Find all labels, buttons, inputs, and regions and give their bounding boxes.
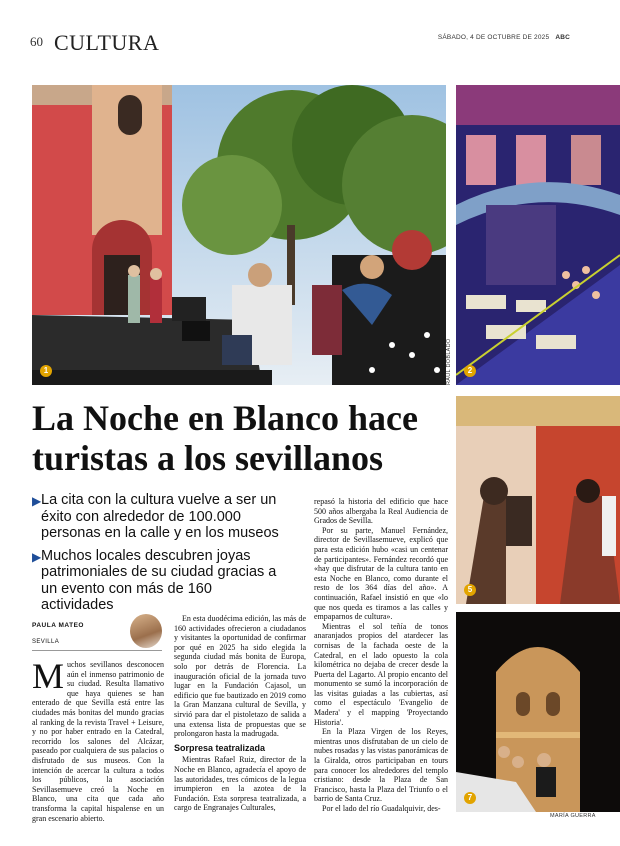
article-column-3 xyxy=(314,497,448,814)
headline-line-1: La Noche en Blanco hace xyxy=(32,398,418,438)
courtyard-illustration xyxy=(456,85,620,385)
body-paragraph: Por el lado del río Guadalquivir, des- xyxy=(322,804,441,813)
author-name: PAULA MATEO xyxy=(32,622,84,629)
photo-night-courtyard xyxy=(456,85,620,385)
body-paragraph: Mientras el sol teñía de tonos anaranjados propios del atardecer las cornisas de la fachada oeste de la Catedral, en el lado opuesto la cola kilométrica no dejaba de crecer desde la Puerta del Lagarto. Al propio encanto del monumento se sumó la incorporación de las visitas guiadas a las cubiertas, así como el espectáculo 'Evangelio de Madera' y el mapping 'Proyectando Historia'. xyxy=(314,621,448,727)
article-column-2 xyxy=(174,614,306,813)
divider xyxy=(32,650,162,651)
paragraph-text: uchos sevillanos desconocen aún el inmenso patrimonio de su ciudad. Resulta llamativo que haya quienes se han enterado de que Sevilla está entre las ciudades más bonitas del mundo gracias al ranking de la revista Travel + Leisure, y no por haber entrado en la Catedral, recorrido los salones del Alcázar, paseado por cualquiera de sus palacios o disfrutado de sus museos. Con la intención de acercar la cultura a todos los públicos, la asociación Sevillasemueve creó la Noche en Blanco, una cita que cada año transforma la capital hispalense en un gran escenario abierto. xyxy=(32,660,164,823)
bullet-text: Muchos locales descubren joyas patrimoniales de su ciudad gracias a un evento con más de 160 actividades xyxy=(41,547,277,613)
subheading: Sorpresa teatralizada xyxy=(174,742,266,753)
bullet-arrow-icon: ▶ xyxy=(32,494,42,508)
body-paragraph: Por su parte, Manuel Fernández, director de Sevillasemueve, explicó que para esta edición hubo «casi un centenar de participantes». Fernández recordó que «hay que disfrutar de la cultura tanto en esta Noche en Blanco, como durante el resto de los 364 días del año». A continuación, Rafael insistió en que «lo que nos queda es tiramos a las calles y empaparnos de cultura». xyxy=(314,525,448,622)
author-avatar xyxy=(130,614,162,648)
body-paragraph: repasó la historia del edificio que hace 500 años albergaba la Real Audiencia de Grados de Sevilla. xyxy=(314,497,448,526)
bullet-arrow-icon: ▶ xyxy=(32,549,42,564)
body-paragraph: Mientras Rafael Ruiz, director de la Noche en Blanco, agradecía el apoyo de las autoridades, tres cómicos de la legua irrumpieron en la azotea de la Fundación. Esta sorpresa teatralizada, a cargo de Engranajes Culturales, xyxy=(174,755,306,813)
photo-tower-night xyxy=(456,612,620,812)
street-scene-illustration xyxy=(32,85,446,385)
bullet-text: La cita con la cultura vuelve a ser un éxito con alrededor de 100.000 personas en la calle y en los museos xyxy=(41,492,279,541)
headline-line-2: turistas a los sevillanos xyxy=(32,438,384,478)
body-paragraph: En esta duodécima edición, las más de 160 actividades ofrecieron a ciudadanos y visitantes la oportunidad de confirmar por qué en 2025 ha sido elegida la segunda ciudad más bonita de Europa, solo por detrás de Florencia. La inauguración oficial de la jornada tuvo lugar en la Fundación Cajasol, un edificio que fue bautizado en 2019 como la Gran Manzana cultural de Sevilla, y sirvió para dar el pistoletazo de salida a una extensa lista de propuestas que se prolongaron hasta la madrugada. xyxy=(174,614,306,739)
photo-street-performance xyxy=(32,85,446,385)
photo-number-badge: 1 xyxy=(40,365,52,377)
body-paragraph: En la Plaza Virgen de los Reyes, mientras unos disfrutaban de un cielo de nubes rosadas y las vistas panorámicas de la Giralda, otros participaban en tours para conocer los alrededores del templo cristiano: desde la Plaza de San Francisco, hasta la Plaza del Triunfo o el barrio de Santa Cruz. xyxy=(314,727,448,804)
dateline-city: SEVILLA xyxy=(32,639,60,645)
photo-costumed-actors xyxy=(456,396,620,604)
section-title: CULTURA xyxy=(54,30,160,55)
date-text: SÁBADO, 4 DE OCTUBRE DE 2025 xyxy=(437,34,550,41)
publication-name: ABC xyxy=(555,34,570,41)
article-column-1 xyxy=(32,656,164,823)
page-number: 60 xyxy=(30,34,43,49)
body-paragraph xyxy=(32,656,164,823)
photo-credit-1: RAÚL DOBLADO xyxy=(446,338,452,385)
photo-number-badge: 5 xyxy=(464,584,476,596)
summary-bullet xyxy=(32,492,282,542)
photo-credit-2: MARÍA GUERRA xyxy=(550,813,596,819)
page-header xyxy=(30,30,590,58)
summary-bullet xyxy=(32,548,282,614)
actors-illustration xyxy=(456,396,620,604)
tower-illustration xyxy=(456,612,620,812)
summary-bullets xyxy=(32,492,282,620)
article-headline xyxy=(32,398,452,478)
issue-date xyxy=(438,34,570,41)
drop-cap: M xyxy=(32,656,65,696)
photo-number-badge: 2 xyxy=(464,365,476,377)
photo-number-badge: 7 xyxy=(464,792,476,804)
